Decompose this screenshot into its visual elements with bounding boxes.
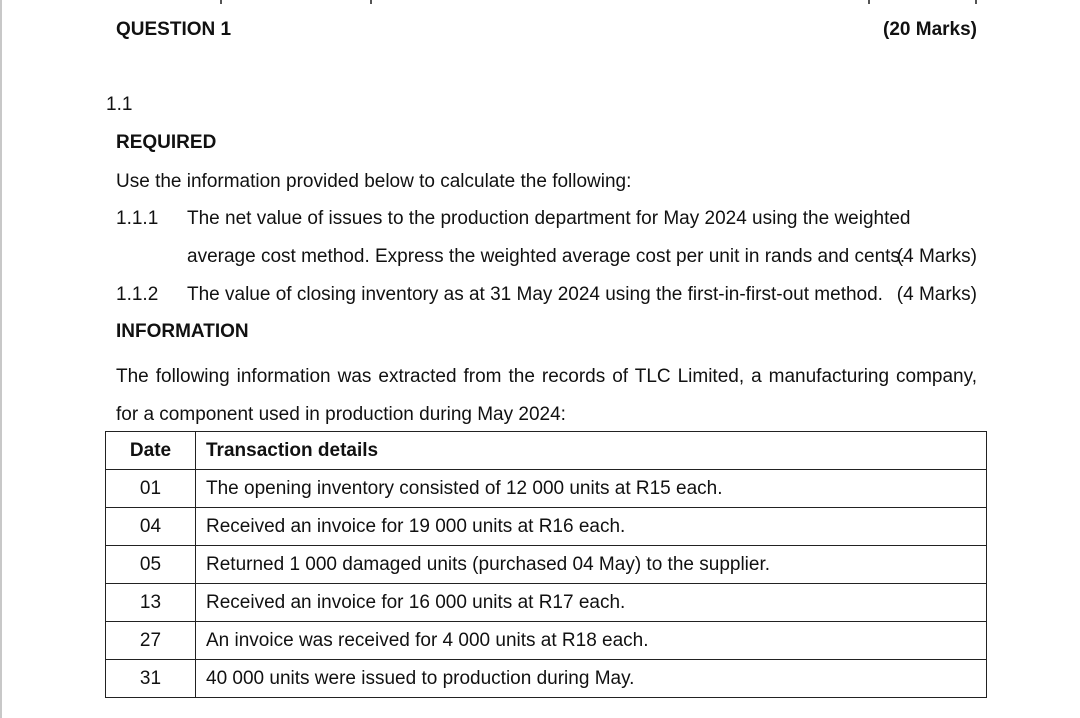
required-heading: REQUIRED: [116, 132, 217, 153]
row-date: 31: [106, 660, 196, 698]
top-cutoff-mark: [220, 0, 222, 4]
row-details: The opening inventory consisted of 12 000 units at R15 each.: [196, 470, 987, 508]
item-number: 1.1.1: [116, 208, 159, 229]
table-row: [106, 622, 987, 660]
top-cutoff-mark: [370, 0, 372, 4]
transactions-table: [105, 431, 987, 698]
table-row: [106, 470, 987, 508]
question-marks: (20 Marks): [883, 19, 977, 40]
table-row: [106, 660, 987, 698]
row-details: Received an invoice for 16 000 units at R17 each.: [196, 584, 987, 622]
item-marks: (4 Marks): [896, 246, 977, 267]
item-marks: (4 Marks): [896, 284, 977, 305]
date-header: Date: [106, 432, 196, 470]
details-header: Transaction details: [196, 432, 987, 470]
page-left-border: [0, 0, 2, 718]
item-text-line: The value of closing inventory as at 31 May 2024 using the first-in-first-out method.: [187, 284, 883, 305]
information-heading: INFORMATION: [116, 321, 249, 342]
row-details: Received an invoice for 19 000 units at R16 each.: [196, 508, 987, 546]
item-number: 1.1.2: [116, 284, 159, 305]
table-header-row: [106, 432, 987, 470]
table-row: [106, 508, 987, 546]
row-date: 27: [106, 622, 196, 660]
row-date: 13: [106, 584, 196, 622]
table-row: [106, 546, 987, 584]
row-date: 05: [106, 546, 196, 584]
row-details: An invoice was received for 4 000 units at R18 each.: [196, 622, 987, 660]
top-cutoff-mark: [868, 0, 870, 4]
row-details: Returned 1 000 damaged units (purchased 04 May) to the supplier.: [196, 546, 987, 584]
row-date: 01: [106, 470, 196, 508]
question-title: QUESTION 1: [116, 19, 232, 40]
row-date: 04: [106, 508, 196, 546]
section-number: 1.1: [106, 94, 133, 115]
table-row: [106, 584, 987, 622]
item-text-line: The net value of issues to the production department for May 2024 using the weighted: [187, 208, 911, 229]
item-text-line: average cost method. Express the weighted average cost per unit in rands and cents.: [187, 246, 906, 267]
intro-text: Use the information provided below to calculate the following:: [116, 171, 632, 192]
row-details: 40 000 units were issued to production during May.: [196, 660, 987, 698]
top-cutoff-mark: [975, 0, 977, 4]
information-paragraph: The following information was extracted from the records of TLC Limited, a manufacturing company, for a component used in production during May 2024:: [116, 366, 977, 425]
